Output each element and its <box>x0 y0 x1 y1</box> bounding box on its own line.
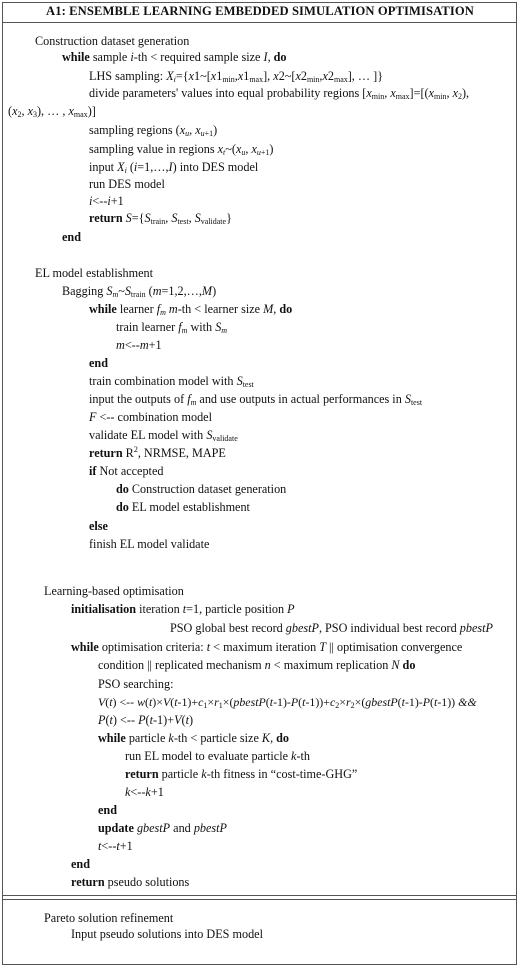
s3-return-fitness: return particle k-th fitness in “cost-time-GHG” <box>125 767 358 781</box>
algorithm-title: A1: ENSEMBLE LEARNING EMBEDDED SIMULATION OPTIMISATION <box>46 4 474 18</box>
s1-divide-line2: ($x_2$, $x_3$), … , $x_{max}$)] <box>8 104 96 119</box>
s3-return-pseudo <box>71 875 189 889</box>
s3-pso-record: PSO global best record gbestP, PSO individual best record pbestP <box>170 621 493 635</box>
s3-while-line1: while optimisation criteria: t < maximum iteration T || optimisation convergence <box>71 640 463 654</box>
s1-return-line: return $S=\{S_{train}$, $S_{test}$, $S_{validate}$} <box>89 211 232 226</box>
s3-inner-while: while particle k-th < particle size K, do <box>98 731 290 745</box>
s2-kw-return: return <box>89 446 123 460</box>
s1-incr-line: i<--i+1 <box>89 194 124 208</box>
s3-pso-search: PSO searching: <box>98 677 174 691</box>
s1-lhs-line: LHS sampling: $X_i=\{x1\sim[x1_{min},x1_{max}]$, $x2\sim[x2_{min},x2_{max}]$, … ]} <box>89 69 384 84</box>
s2-validate: validate EL model with $S_{validate}$ <box>89 428 238 443</box>
section-divider-2 <box>2 899 517 900</box>
s3-position: P(t) <-- P(t-1)+V(t) <box>98 713 194 727</box>
s2-if-text: Not accepted <box>96 464 164 478</box>
title-divider <box>2 22 517 23</box>
s1-kw-do: do <box>273 50 287 64</box>
s1-divide-line1: divide parameters' values into equal probability regions [$x_{min}$, $x_{max}]=[(x_{min}$, $x_2$), <box>89 86 470 101</box>
s2-kw-end: end <box>89 356 108 370</box>
s2-input-outputs: input the outputs of $f_m$ and use outputs in actual performances in $S_{test}$ <box>89 392 423 407</box>
s2-kw-do: do <box>279 302 293 316</box>
s1-sampling-value: sampling value in regions $x_t\sim(x_u$, $x_{u+1}$) <box>89 142 274 157</box>
s3-kw-inner-while: while <box>98 731 126 745</box>
s2-return-line: return $R^2$, NRMSE, MAPE <box>89 445 226 460</box>
s2-train-comb: train combination model with $S_{test}$ <box>89 374 254 389</box>
s3-init-line: initialisation iteration t=1, particle position P <box>71 602 295 616</box>
construction-heading: Construction dataset generation <box>35 34 190 48</box>
s3-kw-do: do <box>402 658 416 672</box>
section-divider-1 <box>2 895 517 896</box>
s1-while-line: while sample i-th < required sample size I, do <box>62 50 287 64</box>
el-heading: EL model establishment <box>35 266 154 280</box>
s2-bagging: Bagging $S_m\sim S_{train}$ (m=1,2,…,M) <box>62 284 217 299</box>
s2-kw-if: if <box>89 464 97 478</box>
s1-kw-end: end <box>62 230 81 244</box>
s3-t-incr: t<--t+1 <box>98 839 133 853</box>
s2-kw-do-2: do <box>116 500 129 514</box>
s3-while-line2: condition || replicated mechanism n < maximum replication N do <box>98 658 416 672</box>
s3-kw-init: initialisation <box>71 602 137 616</box>
s1-kw-while: while <box>62 50 90 64</box>
s1-kw-return: return <box>89 211 123 225</box>
s3-update: update gbestP and pbestP <box>98 821 227 835</box>
s3-kw-return: return <box>125 767 159 781</box>
s3-kw-inner-end: end <box>98 803 117 817</box>
s2-do-construction <box>116 482 286 496</box>
s2-do2-text: EL model establishment <box>128 500 250 514</box>
s1-run-line: run DES model <box>89 177 165 191</box>
s3-kw-while: while <box>71 640 99 654</box>
s2-do-el <box>116 500 250 514</box>
s2-while-line: while learner $f_m$ m-th < learner size M, do <box>89 302 293 317</box>
s3-run-el: run EL model to evaluate particle k-th <box>125 749 311 763</box>
s1-end <box>62 230 81 244</box>
s2-inner-end <box>89 356 108 370</box>
s2-f-comb: F <-- combination model <box>89 410 212 424</box>
s4-input-pseudo: Input pseudo solutions into DES model <box>71 927 263 941</box>
s3-kw-update: update <box>98 821 134 835</box>
s1-sampling-regions: sampling regions ($x_u$, $x_{u+1}$) <box>89 123 218 138</box>
s2-kw-do-1: do <box>116 482 129 496</box>
s2-train-learner: train learner $f_m$ with $S_m$ <box>116 320 228 335</box>
opt-heading: Learning-based optimisation <box>44 584 184 598</box>
s2-m-incr: m<--m+1 <box>116 338 162 352</box>
s3-kw-inner-do: do <box>276 731 290 745</box>
s1-input-line: input $X_i$ (i=1,…,I) into DES model <box>89 160 259 175</box>
s3-k-incr: k<--k+1 <box>125 785 164 799</box>
s2-if-line <box>89 464 163 478</box>
s2-do1-text: Construction dataset generation <box>128 482 287 496</box>
s3-velocity: V(t) <-- $w(t)\times V(t-1)+c_1\times r_1\times(pbestP(t-1)-P(t-1))+c_2\times r_2\times(gbestP(t-1)-P(t-1))$ && <box>98 695 477 710</box>
s2-finish: finish EL model validate <box>89 537 210 551</box>
s2-kw-while: while <box>89 302 117 316</box>
s3-inner-end <box>98 803 117 817</box>
s3-end <box>71 857 90 871</box>
s3-kw-return-2: return <box>71 875 105 889</box>
s2-kw-else: else <box>89 519 108 533</box>
s3-kw-end: end <box>71 857 90 871</box>
pareto-heading: Pareto solution refinement <box>44 911 174 925</box>
s2-else <box>89 519 108 533</box>
s3-return-pseudo-text: pseudo solutions <box>104 875 190 889</box>
